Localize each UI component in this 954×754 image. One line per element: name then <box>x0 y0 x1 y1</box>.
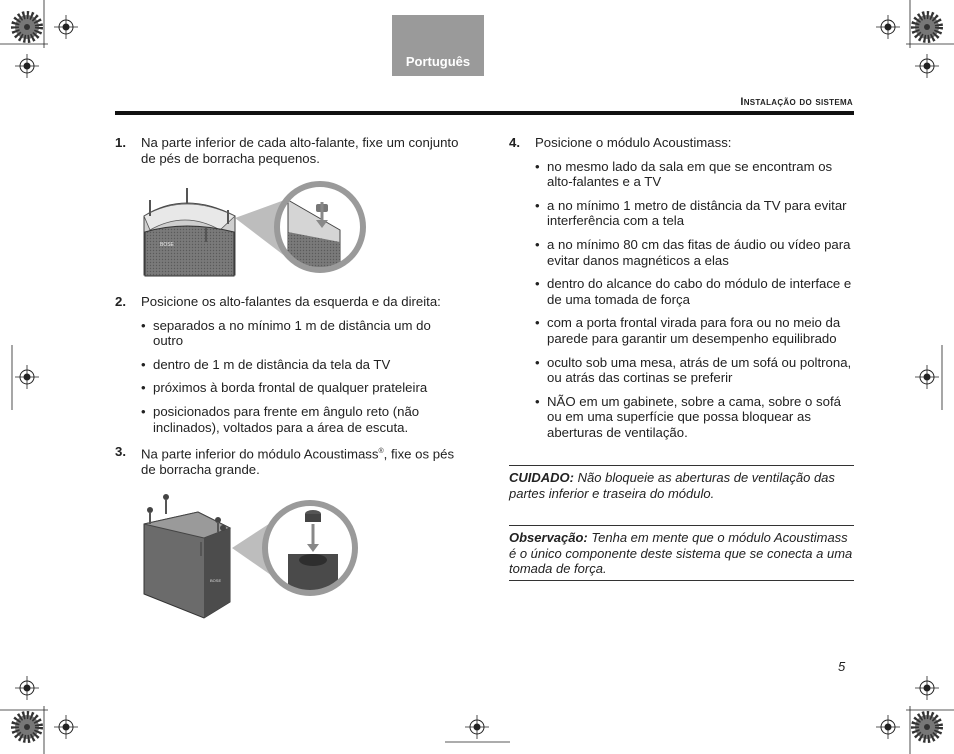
crop-registration-mark-icon <box>915 676 939 700</box>
step-number: 4. <box>509 135 520 150</box>
bullet-item: • oculto sob uma mesa, atrás de um sofá ou poltrona, ou atrás das cortinas se preferir <box>535 355 854 386</box>
svg-text:BOSE: BOSE <box>210 578 222 583</box>
language-tab: Português <box>392 15 484 76</box>
registered-mark: ® <box>378 448 384 455</box>
bullet-item: • a no mínimo 1 metro de distância da TV para evitar interferência com a tela <box>535 198 854 229</box>
step-text: Posicione o módulo Acoustimass: <box>535 135 732 150</box>
step-number: 2. <box>115 294 126 309</box>
step-text-part: , fixe os pés de borracha grande. <box>141 446 455 477</box>
bullet-item: • com a porta frontal virada para fora ou no meio da parede para garantir um desempenho equilibrado <box>535 315 854 346</box>
crop-registration-mark-icon <box>54 715 78 739</box>
step-text: Na parte inferior de cada alto-falante, fixe um conjunto de pés de borracha pequenos. <box>141 135 459 166</box>
caution-text: Não bloqueie as aberturas de ventilação das partes inferior e traseira do módulo. <box>509 470 835 501</box>
bullet-item: • dentro de 1 m de distância da tela da TV <box>141 357 441 373</box>
crop-registration-mark-icon <box>15 676 39 700</box>
crop-registration-mark-icon <box>876 715 900 739</box>
bullet-item: • posicionados para frente em ângulo reto (não inclinados), voltados para a área de escuta. <box>141 404 441 435</box>
printer-color-wheel-icon <box>15 715 39 739</box>
crop-registration-mark-icon <box>876 15 900 39</box>
page-number: 5 <box>838 659 846 674</box>
bullet-item: • próximos à borda frontal de qualquer prateleira <box>141 380 441 396</box>
bullet-item: • a no mínimo 80 cm das fitas de áudio ou vídeo para evitar danos magnéticos a elas <box>535 237 854 268</box>
crop-registration-mark-icon <box>915 365 939 389</box>
step-text-part: Na parte inferior do módulo Acoustimass <box>141 446 379 462</box>
step-number: 3. <box>115 444 126 459</box>
printer-color-wheel-icon <box>15 15 39 39</box>
crop-registration-mark-icon <box>15 365 39 389</box>
crop-registration-mark-icon <box>465 715 489 739</box>
printer-color-wheel-icon <box>915 715 939 739</box>
observation-label: Observação: <box>509 530 588 545</box>
bullet-item: • NÃO em um gabinete, sobre a cama, sobre o sofá ou em uma superfície que possa bloquear as aberturas de ventilação. <box>535 394 854 441</box>
section-title: Instalação do sistema <box>740 96 853 108</box>
step-number: 1. <box>115 135 126 150</box>
observation-text: Tenha em mente que o módulo Acoustimass é o único componente deste sistema que se conecta a uma tomada de força. <box>509 530 853 577</box>
caution-label: CUIDADO: <box>509 470 574 485</box>
bullet-item: • dentro do alcance do cabo do módulo de interface e de uma tomada de força <box>535 276 854 307</box>
crop-registration-mark-icon <box>54 15 78 39</box>
step-text: Posicione os alto-falantes da esquerda e da direita: <box>141 294 441 309</box>
bullet-item: • no mesmo lado da sala em que se encontram os alto-falantes e a TV <box>535 159 854 190</box>
printer-color-wheel-icon <box>915 15 939 39</box>
crop-registration-mark-icon <box>915 54 939 78</box>
crop-registration-mark-icon <box>15 54 39 78</box>
svg-text:BOSE: BOSE <box>160 242 174 248</box>
bullet-item: • separados a no mínimo 1 m de distância um do outro <box>141 318 441 349</box>
